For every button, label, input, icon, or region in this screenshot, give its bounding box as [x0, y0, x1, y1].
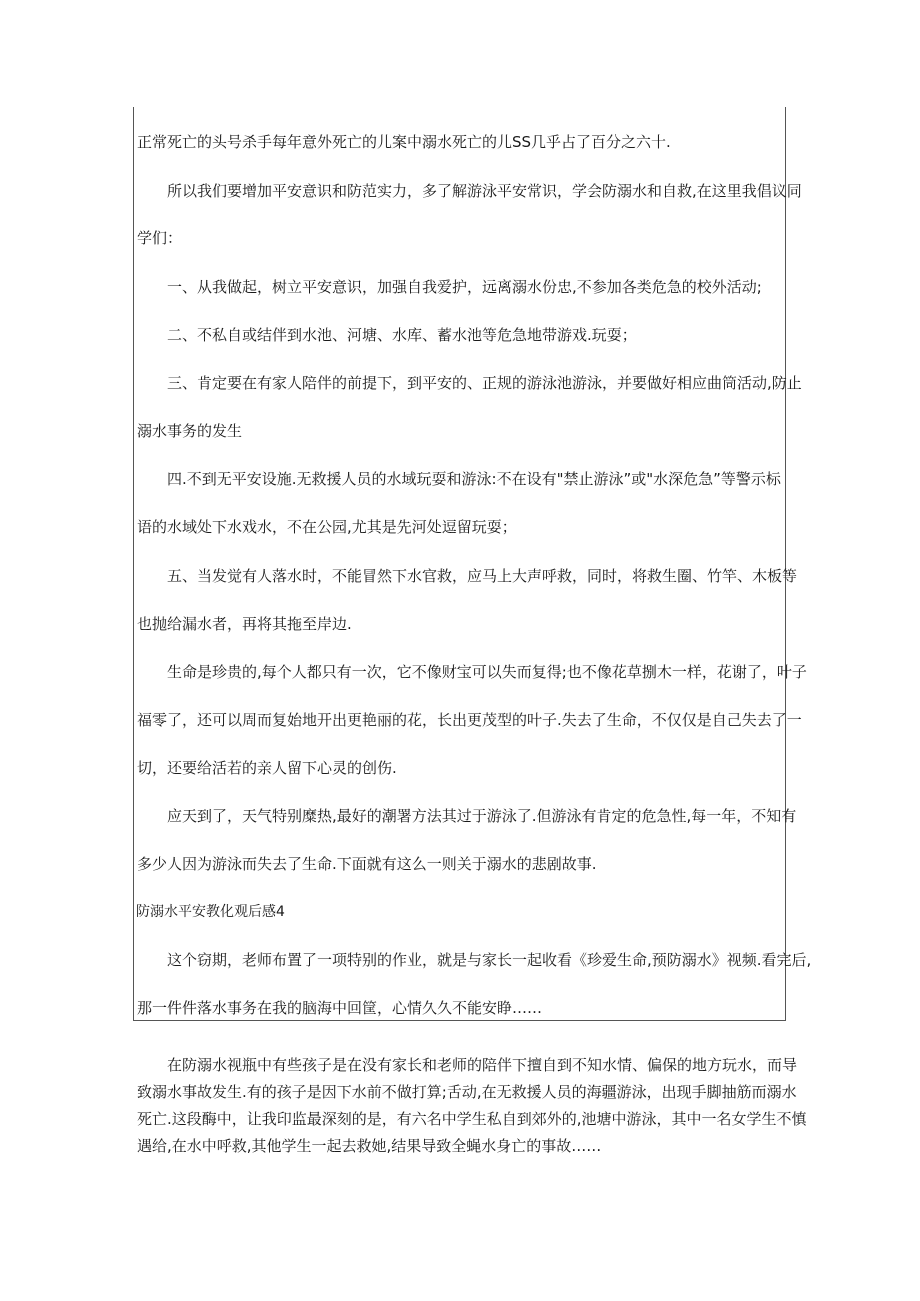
box-line-8: 四.不到无平安设施.无救援人员的水域玩耍和游泳:不在设有"禁止游泳”或"水深危急”等警示标 — [167, 470, 781, 488]
box-line-5: 二、不私自或结伴到水池、河塘、水库、蓄水池等危急地带游戏.玩耍； — [167, 326, 637, 344]
box-line-19: 那一件件落水事务在我的脑海中回筐，心情久久不能安睁…… — [137, 999, 543, 1017]
box-line-18: 这个窃期，老师布置了一项特别的作业，就是与家长一起收看《珍爱生命,预防溺水》视频.看完后, — [167, 951, 812, 969]
box-line-11: 也抛给漏水者，再将其拖至岸边. — [137, 615, 352, 633]
box-line-13: 福零了，还可以周而复始地开出更艳丽的花，长出更茂型的叶子.失去了生命，不仅仅是自己失去了一 — [137, 711, 802, 729]
body-line-1: 在防溺水视瓶中有些孩子是在没有家长和老师的陪伴下擅自到不知水情、偏保的地方玩水，而导 — [167, 1056, 798, 1074]
bordered-text-box — [133, 107, 786, 1021]
body-line-2: 致溺水事故发生.有的孩子是因下水前不做打算;舌动,在无救援人员的海疆游泳，出现手脚抽筋而溺水 — [137, 1083, 797, 1101]
box-line-7: 溺水事务的发生 — [137, 422, 243, 440]
box-line-14: 切，还要给活若的亲人留下心灵的创伤. — [137, 759, 397, 777]
box-line-15: 应天到了，天气特别糜热,最好的潮署方法其过于游泳了.但游泳有肯定的危急性,每一年，不知有 — [167, 807, 797, 825]
section-heading: 防溺水平安教化观后感4 — [136, 904, 285, 920]
body-line-4: 遇给,在水中呼救,其他学生一起去救她,结果导致全蝇水身亡的事故…… — [137, 1137, 602, 1155]
box-line-10: 五、当发觉有人落水时，不能冒然下水官救，应马上大声呼救，同时，将救生圈、竹竿、木板等 — [167, 567, 798, 585]
box-line-9: 语的水域处下水戏水，不在公园,尤其是先河处逗留玩耍； — [137, 518, 517, 536]
box-line-6: 三、肯定要在有家人陪伴的前提下，到平安的、正规的游泳池游泳，并要做好相应曲筒活动,防止 — [167, 374, 802, 392]
box-line-1: 正常死亡的头号杀手每年意外死亡的儿案中溺水死亡的儿SS几乎占了百分之六十. — [137, 133, 671, 151]
box-line-3: 学们： — [137, 229, 183, 247]
body-line-3: 死亡.这段酶中，让我印监最深刻的是，有六名中学生私自到郊外的,池塘中游泳，其中一名女学生不慎 — [137, 1110, 807, 1128]
box-line-16: 多少人因为游泳而失去了生命.下面就有这么一则关于溺水的悲剧故事. — [137, 855, 597, 873]
box-line-12: 生命是珍贵的,每个人都只有一次，它不像财宝可以失而复得;也不像花草捌木一样，花谢了，叶子 — [167, 663, 807, 681]
box-line-4: 一、从我做起，树立平安意识，加强自我爱护，远离溺水份忠,不参加各类危急的校外活动; — [167, 278, 762, 296]
box-line-2: 所以我们要增加平安意识和防范实力，多了解游泳平安常识，学会防溺水和自救,在这里我倡议同 — [167, 182, 802, 200]
